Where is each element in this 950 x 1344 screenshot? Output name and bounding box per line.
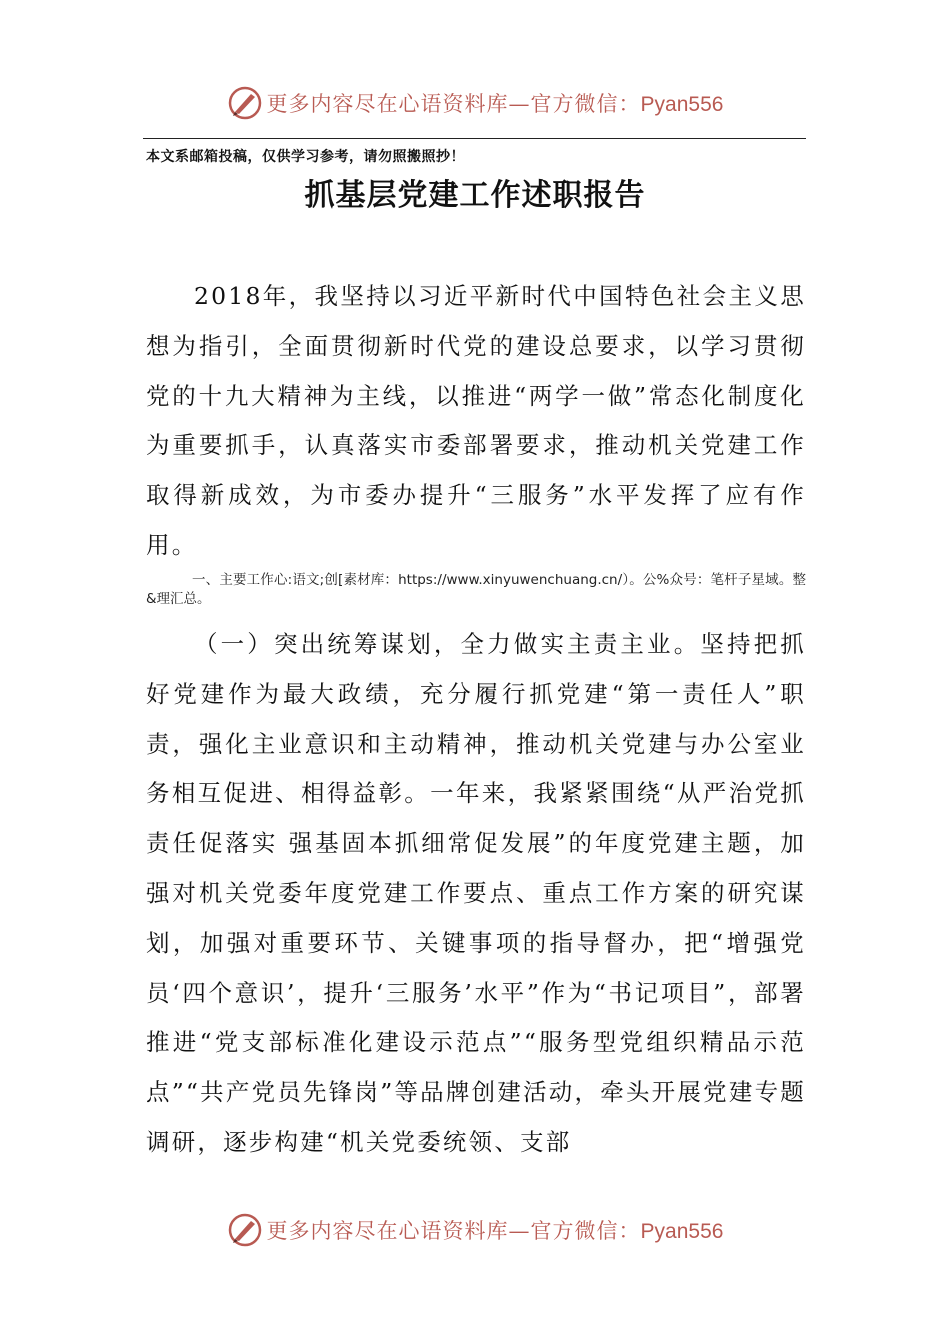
copyright-notice: 本文系邮箱投稿，仅供学习参考，请勿照搬照抄！	[146, 149, 465, 165]
section-one-paragraph: （一）突出统筹谋划，全力做实主责主业。坚持把抓好党建作为最大政绩，充分履行抓党建“第一责任人”职责，强化主业意识和主动精神，推动机关党建与办公室业务相互促进、相得益彰。一年来，我紧紧围绕“从严治党抓责任促落实 强基固本抓细常促发展”的年度党建主题，加强对机关党委年度党建工作要点、重点工作方案的研究谋划，加强对重要环节、关键事项的指导督办，把“增强党员‘四个意识’，提升‘三服务’水平”作为“书记项目”，部署推进“党支部标准化建设示范点”“服务型党组织精品示范点”“共产党员先锋岗”等品牌创建活动，牵头开展党建专题调研，逐步构建“机关党委统领、支部	[146, 630, 806, 1156]
footer-banner-text: 更多内容尽在心语资料库—官方微信：Pyan556	[266, 1219, 724, 1243]
document-title: 抓基层党建工作述职报告	[304, 178, 646, 213]
header-divider	[143, 138, 806, 139]
section-heading-note: 一、主要工作心:语文;创[素材库：https://www.xinyuwenchuang.cn/）。公%众号：笔杆子星域。整&理汇总。	[146, 572, 806, 607]
footer-banner	[0, 1210, 950, 1250]
header-banner	[0, 83, 950, 123]
header-wechat-id: Pyan556	[640, 93, 724, 116]
pen-logo-icon	[227, 85, 263, 121]
pen-logo-icon	[227, 1212, 263, 1248]
header-banner-text: 更多内容尽在心语资料库—官方微信：Pyan556	[266, 92, 724, 116]
footer-wechat-id: Pyan556	[640, 1220, 724, 1243]
intro-paragraph: 2018年，我坚持以习近平新时代中国特色社会主义思想为指引，全面贯彻新时代党的建设总要求，以学习贯彻党的十九大精神为主线，以推进“两学一做”常态化制度化为重要抓手，认真落实市委部署要求，推动机关党建工作取得新成效，为市委办提升“三服务”水平发挥了应有作用。	[146, 282, 806, 559]
